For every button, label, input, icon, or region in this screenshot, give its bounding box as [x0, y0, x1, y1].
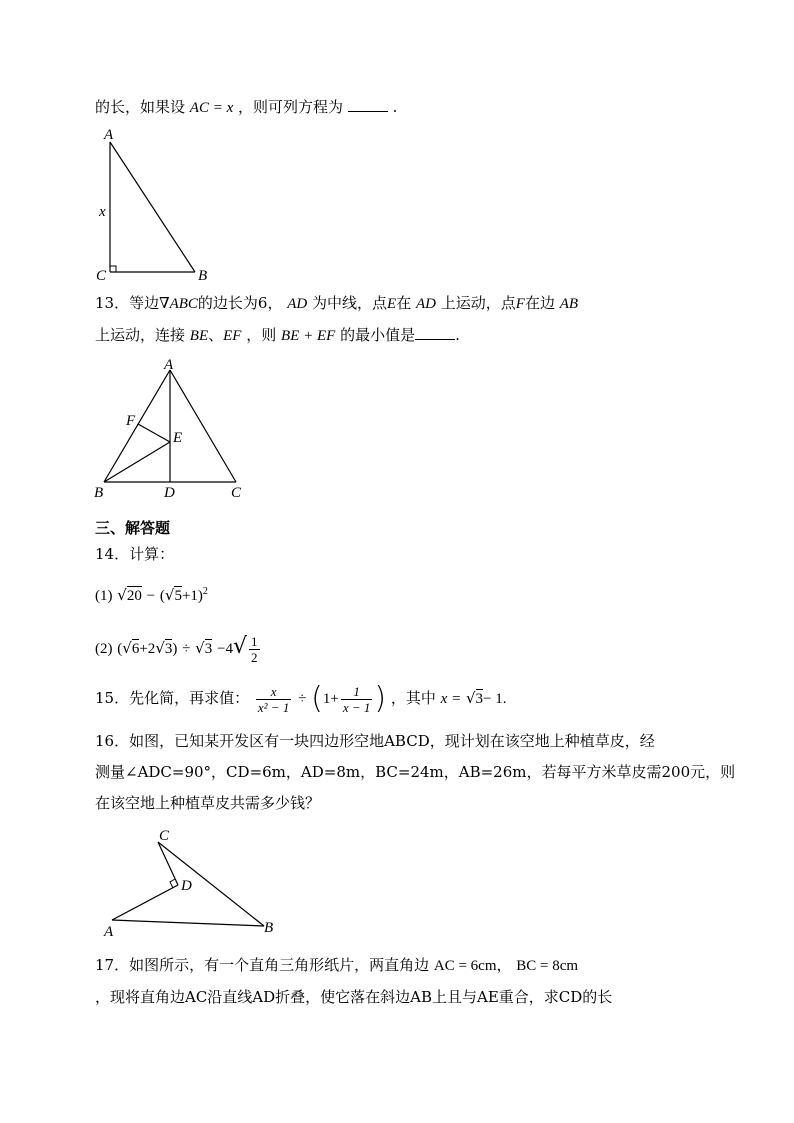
q14-p2-b: 3: [164, 641, 173, 657]
q12-label-a: A: [104, 127, 114, 143]
q17-ac: AC = 6cm: [433, 958, 497, 974]
right-paren-icon: ): [197, 588, 203, 604]
q12-variable: AC = x: [189, 100, 234, 116]
q17-comma: ，: [496, 956, 512, 974]
q14-p2-a: 6: [131, 641, 140, 657]
q13-ef: EF: [223, 328, 242, 344]
q16-line-1: 16．如图，已知某开发区有一块四边形空地ABCD，现计划在该空地上种植草皮，经: [95, 732, 655, 750]
q16-side-da: [112, 885, 178, 920]
q14-p2-num: 1: [251, 633, 258, 649]
section-3-heading: 三、解答题: [95, 519, 171, 537]
q14-p1-exponent: 2: [202, 586, 208, 597]
q16-label-d: D: [181, 878, 192, 894]
q13-text-8: ，则: [246, 326, 277, 344]
q16-label-a: A: [104, 924, 114, 940]
q12-label-x: x: [99, 204, 106, 220]
q13-ad: AD: [287, 296, 308, 312]
q13-text-6: 在边: [524, 294, 555, 312]
q14-p1-plus: +1: [181, 588, 198, 604]
right-paren-icon: ): [172, 641, 178, 657]
q15-den-1: x² − 1: [257, 699, 290, 715]
q15-x-eq: x =: [440, 691, 462, 707]
q13-text-1: 13．等边∇: [95, 294, 170, 312]
q13-text-9: 的最小值是: [340, 326, 416, 344]
q13-text-2: 的边长为6，: [197, 294, 283, 312]
q15-tail: − 1.: [483, 691, 507, 707]
q14-p2-label: (2): [95, 641, 113, 657]
q13-sep: 、: [208, 326, 224, 344]
left-paren-icon: (: [117, 641, 123, 657]
q13-label-d: D: [164, 485, 175, 501]
q13-text-4: 在: [396, 294, 412, 312]
q14-p1-radicand: 20: [126, 588, 142, 604]
sqrt-icon: √: [117, 586, 127, 604]
q13-sum: BE + EF: [281, 328, 336, 344]
q12-text-post: ，则可列方程为: [238, 98, 344, 116]
q13-ab: AB: [559, 296, 579, 312]
q14-p2-plus: +2: [139, 641, 156, 657]
q16-line-2: 测量∠ADC=90°，CD=6m，AD=8m，BC=24m，AB=26m，若每平方米草皮需200元，则: [95, 763, 736, 781]
sqrt-icon: √: [164, 586, 175, 604]
sqrt-icon: √: [122, 639, 132, 657]
q13-be: BE: [189, 328, 209, 344]
q14-p2-div: ÷: [182, 641, 191, 657]
q16-side-cb: [158, 842, 264, 926]
q17-line-2: ，现将直角边AC沿直线AD折叠，使它落在斜边AB上且与AE重合，求CD的长: [95, 988, 613, 1006]
q13-point-e: E: [387, 296, 397, 312]
q14-p2-minus: −4: [217, 641, 233, 657]
sqrt-icon: √: [155, 639, 165, 657]
sqrt-icon: √: [195, 639, 205, 657]
right-paren-icon: ): [374, 681, 387, 716]
q14-title: 14．计算：: [95, 545, 175, 563]
q15-text-pre: 15．先化简，再求值：: [95, 689, 250, 707]
q15-den-2: x − 1: [342, 699, 371, 715]
sqrt-icon: √: [465, 689, 476, 707]
q12-period: .: [392, 98, 398, 116]
q17-text-1: 17．如图所示，有一个直角三角形纸片，两直角边: [95, 956, 430, 974]
q15-one: 1+: [322, 691, 339, 707]
q13-label-b: B: [94, 485, 104, 501]
left-paren-icon: (: [311, 681, 323, 716]
sqrt-icon: √: [232, 634, 248, 659]
q13-period: .: [455, 326, 460, 344]
q15-root: 3: [475, 691, 484, 707]
q14-p1-inner: 5: [174, 588, 182, 604]
q12-label-b: B: [198, 268, 208, 284]
q14-p2-c: 3: [204, 641, 213, 657]
q14-p1-label: (1): [95, 588, 113, 604]
q17-line-1: [95, 955, 578, 976]
q16-side-cd: [158, 842, 178, 885]
q16-side-ab: [112, 920, 264, 926]
q17-bc: BC = 8cm: [516, 958, 579, 974]
q14-p2-den: 2: [251, 649, 258, 665]
q13-text-7: 上运动，连接: [95, 326, 186, 344]
q14-p1-minus: −: [146, 588, 156, 604]
q13-triangle-name: ABC: [169, 296, 198, 312]
q13-label-e: E: [173, 430, 183, 446]
q16-line-3: 在该空地上种植草皮共需多少钱？: [95, 794, 321, 812]
q13-label-f: F: [126, 413, 136, 429]
q13-ad-2: AD: [416, 296, 436, 312]
q13-point-f: F: [515, 296, 525, 312]
left-paren-icon: (: [159, 588, 165, 604]
q15-text-mid: ，其中: [390, 689, 436, 707]
q16-label-b: B: [264, 920, 274, 936]
q13-label-a: A: [164, 357, 174, 373]
q15-div: ÷: [298, 691, 307, 707]
q15-num-1: x: [256, 684, 291, 700]
q15-num-2: 1: [341, 684, 373, 700]
q13-text-3: 为中线，点: [312, 294, 388, 312]
q12-text-pre: 的长，如果设: [95, 98, 186, 116]
q13-label-c: C: [231, 485, 242, 501]
q13-text-5: 上运动，点: [440, 294, 516, 312]
q16-label-c: C: [159, 828, 170, 844]
q12-label-c: C: [96, 268, 107, 284]
